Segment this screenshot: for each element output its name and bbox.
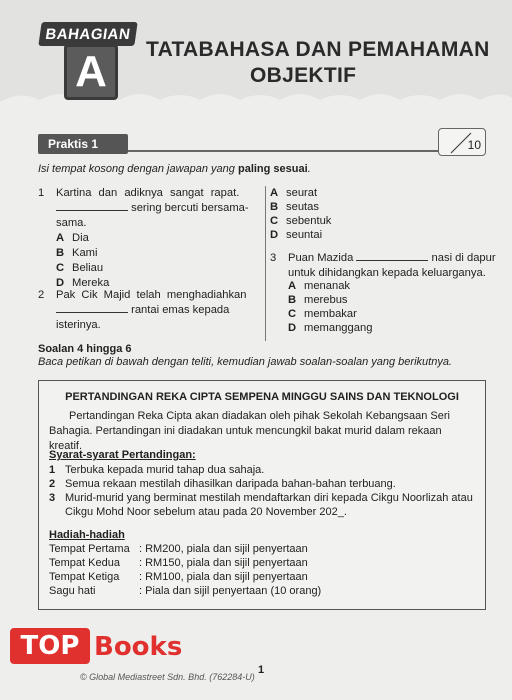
prize-row: Tempat Kedua : RM150, piala dan sijil penyertaan xyxy=(49,557,308,569)
page-number: 1 xyxy=(258,664,265,676)
option[interactable]: B seutas xyxy=(270,201,319,213)
option[interactable]: D seuntai xyxy=(270,229,323,241)
rule-item: 3 Murid-murid yang berminat mestilah mendaftarkan diri kepada Cikgu Noorlizah atau Cikgu Mohd Noor sebelum atau pada 20 November 202_. xyxy=(49,492,473,518)
section-letter: A xyxy=(64,44,118,100)
option[interactable]: D Mereka xyxy=(56,277,110,289)
option[interactable]: A Dia xyxy=(56,232,89,244)
option[interactable]: C membakar xyxy=(288,308,357,320)
question-number: 3 xyxy=(270,252,277,264)
question-text: Puan Mazida nasi di dapur untuk dihidangkan kepada keluarganya. xyxy=(288,252,496,279)
question-text: Kartina dan adiknya sangat rapat. sering bercuti bersama- sama. xyxy=(56,187,249,229)
option[interactable]: B merebus xyxy=(288,294,348,306)
page-header xyxy=(0,0,512,118)
section-label: BAHAGIAN xyxy=(38,22,137,46)
option[interactable]: A menanak xyxy=(288,280,351,292)
page-title-line2: OBJEKTIF xyxy=(250,64,357,87)
copyright: © Global Mediastreet Sdn. Bhd. (762284-U) xyxy=(80,672,255,682)
option[interactable]: C Beliau xyxy=(56,262,104,274)
section-heading: Soalan 4 hingga 6 xyxy=(38,343,132,355)
logo-top: TOP xyxy=(10,628,90,664)
rule-item: 2 Semua rekaan mestilah dihasilkan daripada bahan-bahan terbuang. xyxy=(49,478,396,490)
prize-row: Tempat Pertama : RM200, piala dan sijil penyertaan xyxy=(49,543,308,555)
score-total: 10 xyxy=(467,138,481,152)
option[interactable]: D memanggang xyxy=(288,322,373,334)
practice-divider xyxy=(128,150,438,152)
page-title-line1: TATABAHASA DAN PEMAHAMAN xyxy=(146,38,490,61)
passage-title: PERTANDINGAN REKA CIPTA SEMPENA MINGGU SAINS DAN TEKNOLOGI xyxy=(65,391,459,403)
practice-label: Praktis 1 xyxy=(38,134,128,154)
prize-row: Tempat Ketiga : RM100, piala dan sijil penyertaan xyxy=(49,571,308,583)
passage-box xyxy=(38,380,486,610)
question-text: Pak Cik Majid telah menghadiahkan rantai emas kepada isterinya. xyxy=(56,289,247,331)
logo-books: Books xyxy=(94,632,183,662)
score-box xyxy=(438,128,486,156)
prizes-heading: Hadiah-hadiah xyxy=(49,529,125,541)
section-instruction: Baca petikan di bawah dengan teliti, kemudian jawab soalan-soalan yang berikutnya. xyxy=(38,356,452,368)
rules-heading: Syarat-syarat Pertandingan: xyxy=(49,449,196,461)
option[interactable]: B Kami xyxy=(56,247,98,259)
option[interactable]: C sebentuk xyxy=(270,215,332,227)
passage-paragraph: Pertandingan Reka Cipta akan diadakan oleh pihak Sekolah Kebangsaan Seri Bahagia. Pertandingan ini diadakan untuk mencungkil bakat murid dalam rekaan kreatif. xyxy=(49,410,450,452)
answer-blank xyxy=(356,251,428,261)
column-divider xyxy=(265,186,266,341)
option[interactable]: A seurat xyxy=(270,187,318,199)
instruction: Isi tempat kosong dengan jawapan yang paling sesuai. xyxy=(38,163,311,175)
rule-item: 1 Terbuka kepada murid tahap dua sahaja. xyxy=(49,464,265,476)
prize-row: Sagu hati : Piala dan sijil penyertaan (10 orang) xyxy=(49,585,322,597)
answer-blank xyxy=(56,201,128,211)
answer-blank xyxy=(56,303,128,313)
question-number: 2 xyxy=(38,289,45,301)
question-number: 1 xyxy=(38,187,45,199)
